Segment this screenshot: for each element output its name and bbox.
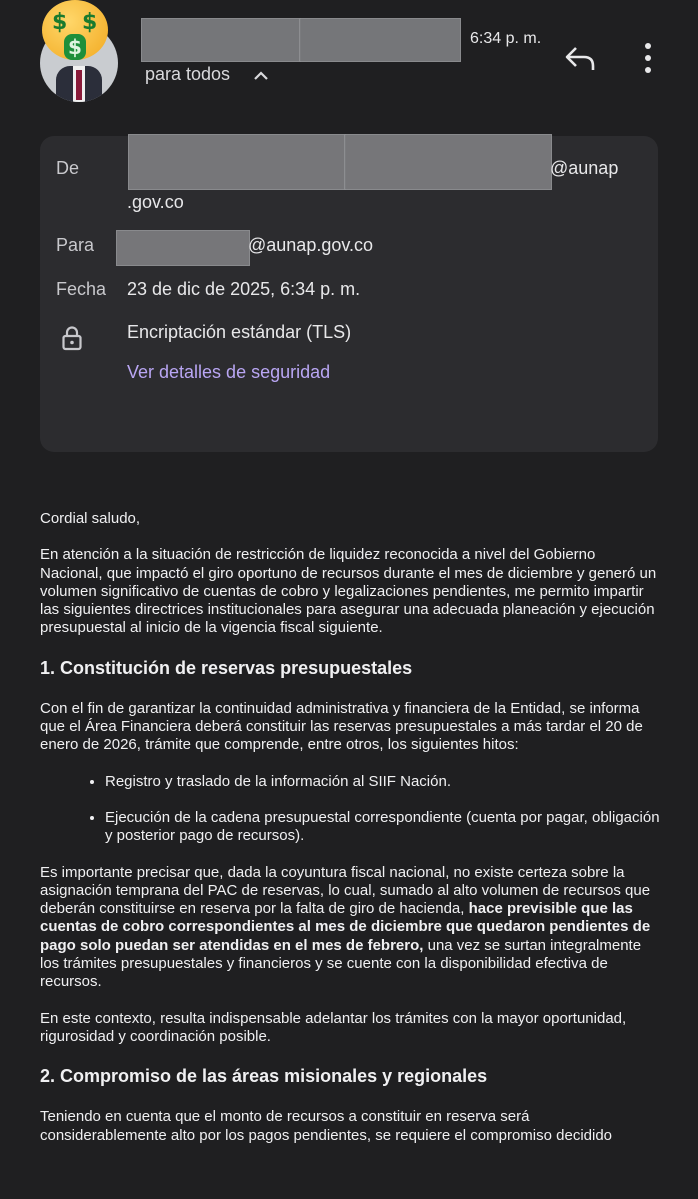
recipients-toggle[interactable]: para todos [145, 64, 231, 84]
date-label: Fecha [56, 279, 107, 299]
section-1-heading: 1. Constitución de reservas presupuestales [40, 657, 413, 678]
redacted-recipient-email [116, 230, 250, 266]
encryption-status: Encriptación estándar (TLS) [127, 322, 352, 342]
to-domain: @aunap.gov.co [248, 235, 374, 255]
dollar-mouth-icon: $ [64, 34, 86, 60]
list-item: • Registro y traslado de la información al SIIF Nación. [105, 773, 660, 791]
message-body [40, 510, 660, 1163]
from-domain-continued: .gov.co [127, 192, 184, 212]
date-value: 23 de dic de 2025, 6:34 p. m. [127, 279, 361, 299]
section-2-heading: 2. Compromiso de las áreas misionales y regionales [40, 1066, 488, 1087]
context-paragraph: En este contexto, resulta indispensable adelantar los trámites con la mayor oportunidad, rigurosidad y coordinación posible. [40, 1009, 627, 1045]
fiscal-context-paragraph [40, 864, 660, 992]
greeting: Cordial saludo, [40, 510, 141, 527]
lock-icon [60, 325, 84, 351]
avatar-tie [76, 70, 82, 100]
reply-icon[interactable] [562, 40, 598, 76]
section-1-paragraph: Con el fin de garantizar la continuidad administrativa y financiera de la Entidad, se informa que el Área Financiera deberá constituir las reservas presupuestales a más tardar el 20 de enero de 2026, trámite que comprende, entre otros, los siguientes hitos: [40, 699, 643, 754]
redacted-sender-name [141, 18, 301, 62]
to-label: Para [56, 235, 95, 255]
from-domain: @aunap [550, 158, 619, 178]
dollar-eye-left-icon: $ [52, 10, 68, 35]
fiscal-context-text-end: una vez se surtan integralmente los trámites presupuestales y financieros y se cuente con la disponibilidad efectiva de recursos. [40, 936, 642, 991]
dollar-eye-right-icon: $ [82, 10, 98, 35]
from-label: De [56, 158, 80, 178]
chevron-up-icon[interactable] [252, 67, 270, 85]
fiscal-context-text: Es importante precisar que, dada la coyuntura fiscal nacional, no existe certeza sobre la asignación temprana del PAC de reservas, lo cual, sumado al alto volumen de recursos que deberán constituirse en reserva por la falta de giro de hacienda, [40, 863, 651, 918]
redacted-sender-email [344, 134, 552, 190]
message-time: 6:34 p. m. [470, 30, 542, 47]
intro-paragraph: En atención a la situación de restricción de liquidez reconocida a nivel del Gobierno Nacional, que impactó el giro oportuno de recursos durante el mes de diciembre y generó un volumen significativo de cuentas de cobro y legalizaciones pendientes, me permito impartir las siguientes directrices institucionales para asegurar una adecuada planeación y ejecución presupuestal al inicio de la vigencia fiscal siguiente. [40, 546, 657, 637]
milestones-list [40, 773, 660, 846]
section-2-paragraph: Teniendo en cuenta que el monto de recursos a constituir en reserva será considerablemente alto por los pagos pendientes, se requiere el compromiso decidido [40, 1108, 613, 1144]
fiscal-context-highlight: hace previsible que las cuentas de cobro correspondientes al mes de diciembre que quedaron pendientes de pago solo puedan ser atendidas en el mes de febrero, [40, 900, 651, 954]
redacted-sender-name [299, 18, 461, 62]
list-item: • Ejecución de la cadena presupuestal correspondiente (cuenta por pagar, obligación y posterior pago de recursos). [105, 809, 660, 846]
security-details-link[interactable]: Ver detalles de seguridad [127, 362, 331, 382]
money-mouth-emoji-icon [42, 0, 108, 60]
more-options-icon[interactable] [636, 40, 660, 76]
redacted-sender-email [128, 134, 346, 190]
